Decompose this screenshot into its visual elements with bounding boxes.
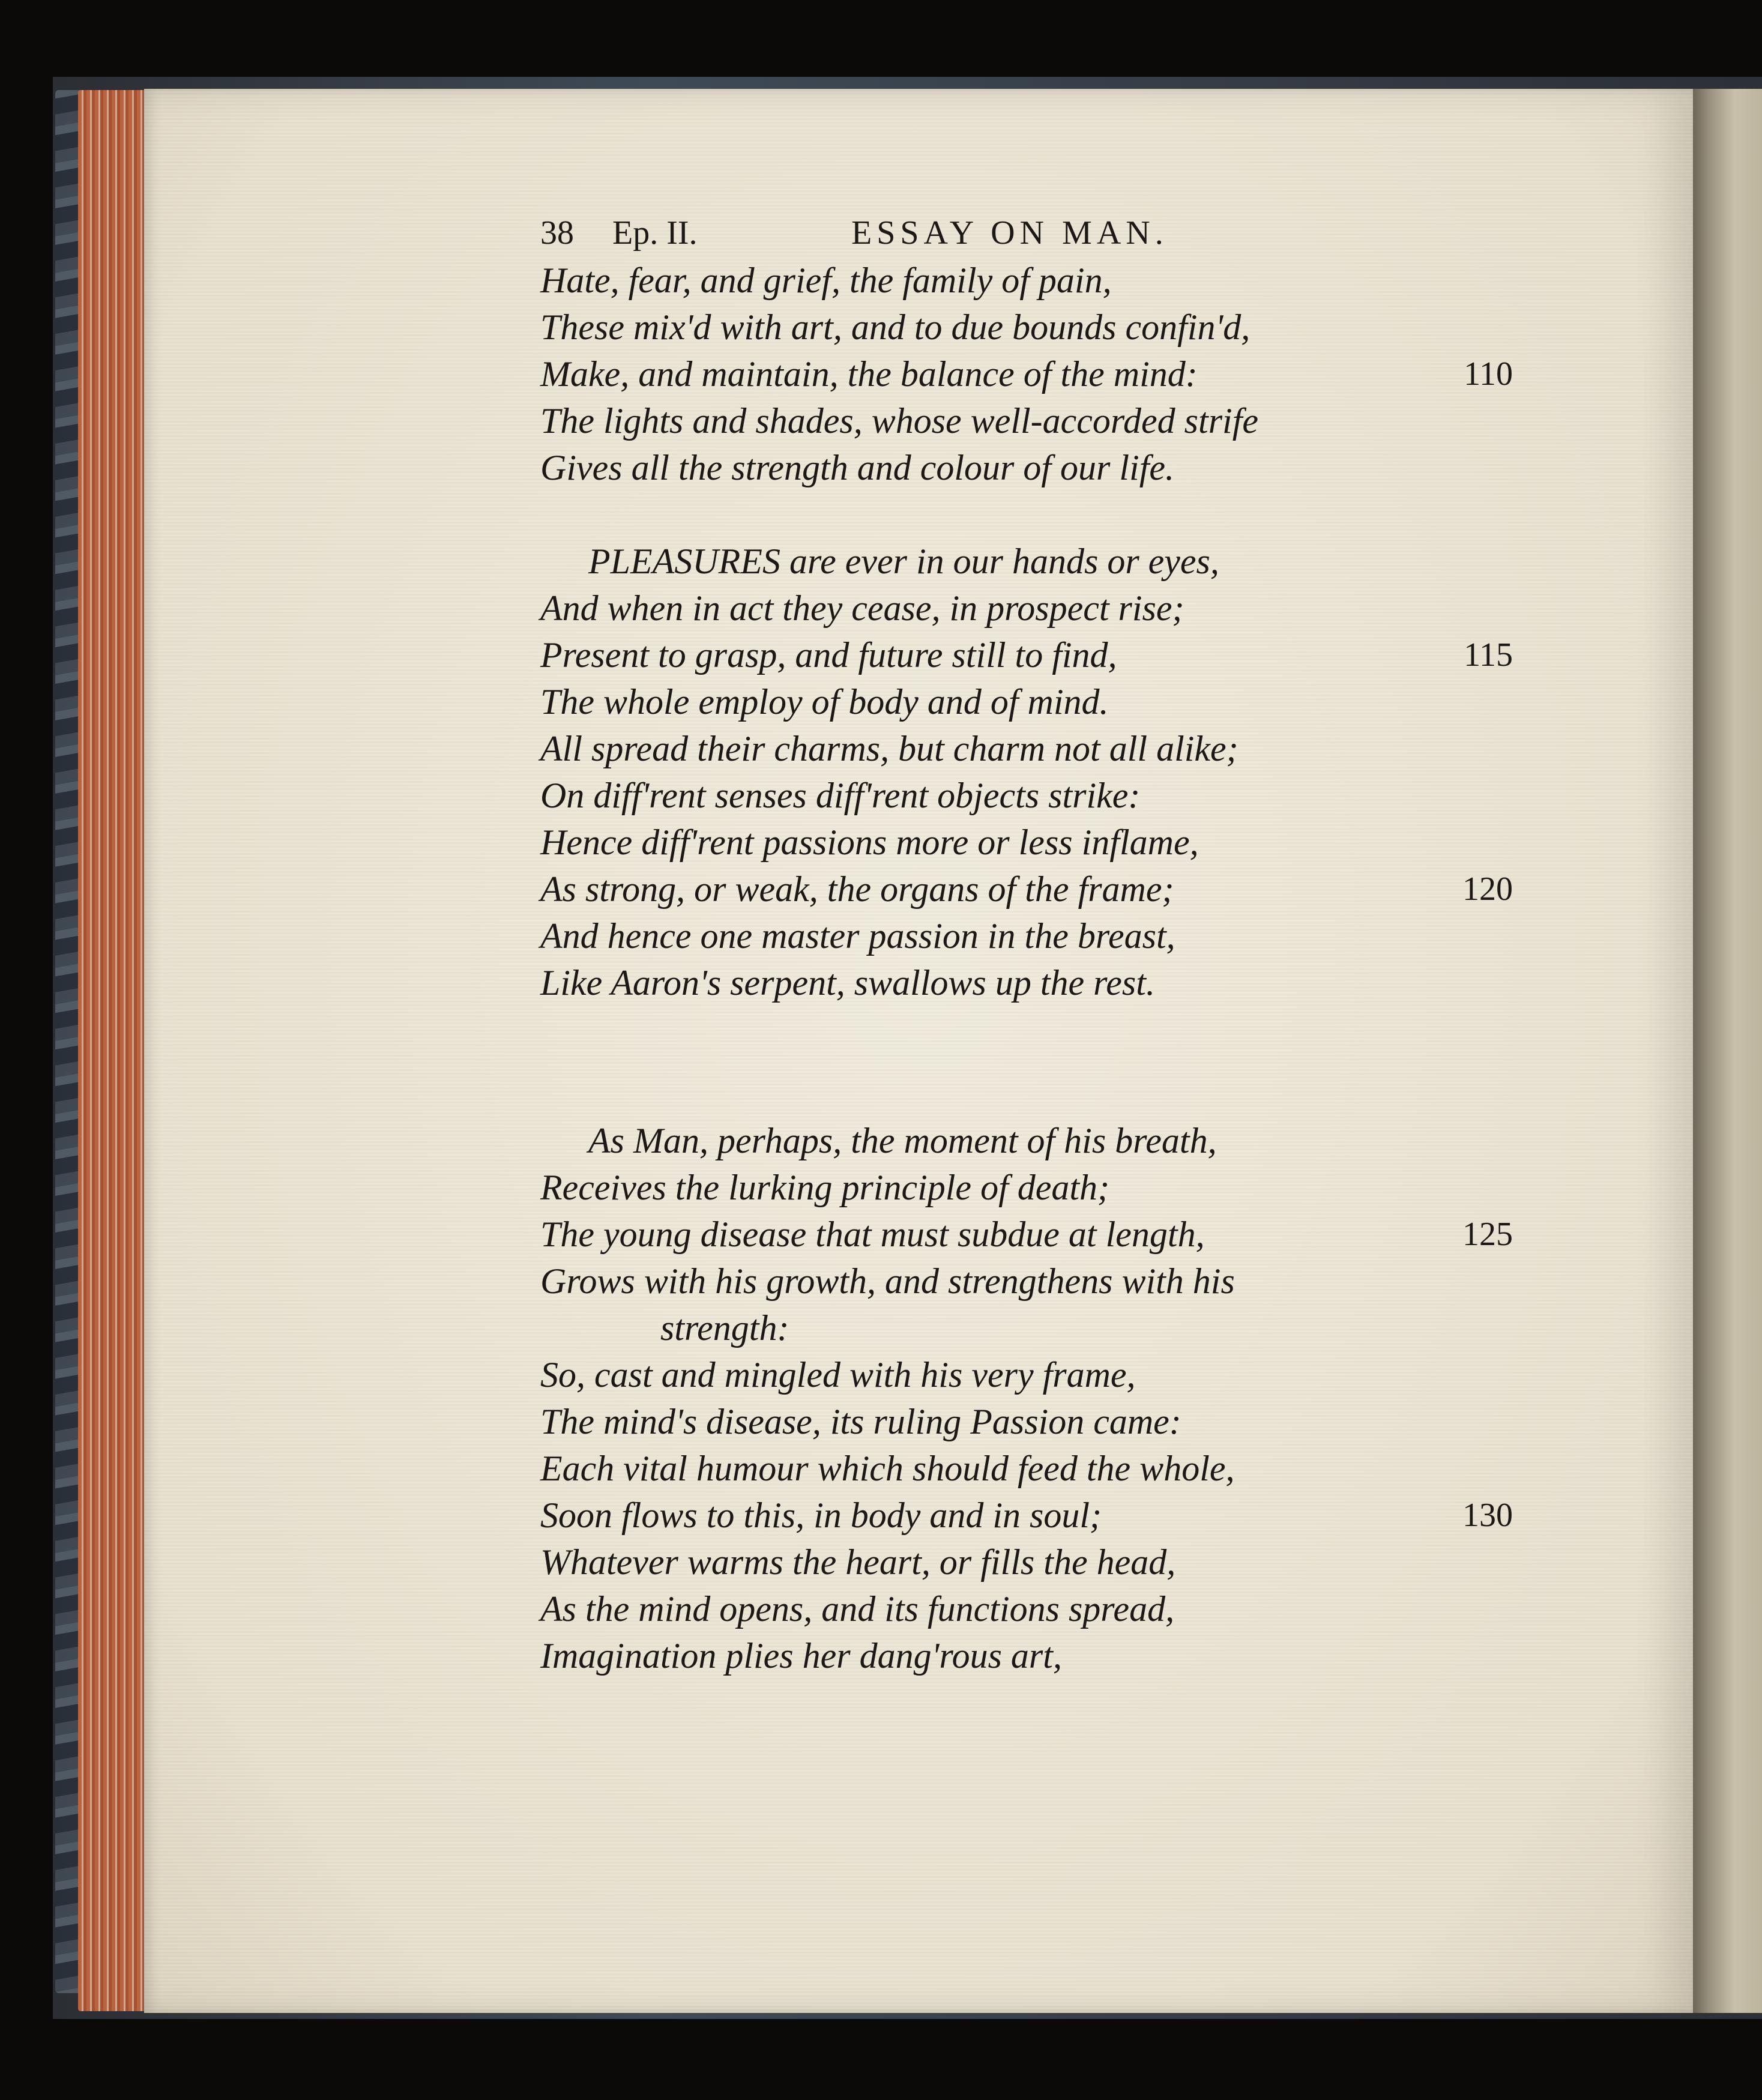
verse-line: Hate, fear, and grief, the family of pain, — [540, 261, 1112, 300]
verse-line: Each vital humour which should feed the whole, — [540, 1449, 1235, 1488]
verse-line: The lights and shades, whose well-accorded strife — [540, 401, 1259, 441]
verse-line: All spread their charms, but charm not all alike; — [540, 729, 1239, 768]
verse-line: PLEASURES are ever in our hands or eyes, — [588, 542, 1219, 581]
verse-line: Hence diff'rent passions more or less inflame, — [540, 822, 1199, 862]
verse-line: Receives the lurking principle of death; — [540, 1168, 1110, 1207]
verse-line: The whole employ of body and of mind. — [540, 682, 1109, 722]
verse-line: Whatever warms the heart, or fills the head, — [540, 1542, 1176, 1582]
verse-line: As Man, perhaps, the moment of his breath, — [588, 1121, 1217, 1160]
verse-line: As strong, or weak, the organs of the frame; — [540, 869, 1174, 909]
verse-line: These mix'd with art, and to due bounds confin'd, — [540, 307, 1251, 347]
verse-line-continuation: strength: — [660, 1308, 789, 1348]
line-number: 125 — [1462, 1216, 1513, 1253]
verse-line: And when in act they cease, in prospect rise; — [540, 588, 1184, 628]
running-title: ESSAY ON MAN. — [851, 214, 1168, 252]
line-number: 110 — [1464, 355, 1513, 393]
epistle-label: Ep. II. — [612, 214, 698, 252]
page-edges — [78, 90, 150, 2011]
verse-line: So, cast and mingled with his very frame, — [540, 1355, 1136, 1395]
verse-line: Make, and maintain, the balance of the mind: — [540, 354, 1198, 394]
verse-line: The young disease that must subdue at length, — [540, 1214, 1205, 1254]
line-number: 130 — [1462, 1497, 1513, 1534]
verse-line: As the mind opens, and its functions spread, — [540, 1589, 1175, 1629]
verse-line: Grows with his growth, and strengthens with his — [540, 1261, 1235, 1301]
verse-line: On diff'rent senses diff'rent objects strike: — [540, 776, 1141, 815]
verse-line: And hence one master passion in the breast, — [540, 916, 1175, 956]
verse-line: The mind's disease, its ruling Passion came: — [540, 1402, 1181, 1441]
line-number: 120 — [1462, 870, 1513, 908]
verse-line: Imagination plies her dang'rous art, — [540, 1636, 1062, 1676]
verse-line: Soon flows to this, in body and in soul; — [540, 1495, 1102, 1535]
verse-line: Present to grasp, and future still to find, — [540, 635, 1117, 675]
book-gutter — [1693, 89, 1762, 2013]
verse-line: Like Aaron's serpent, swallows up the rest. — [540, 963, 1155, 1003]
page-number: 38 — [540, 214, 574, 252]
verse-line: Gives all the strength and colour of our life. — [540, 448, 1175, 487]
running-header — [540, 209, 1513, 257]
line-number: 115 — [1464, 636, 1513, 674]
